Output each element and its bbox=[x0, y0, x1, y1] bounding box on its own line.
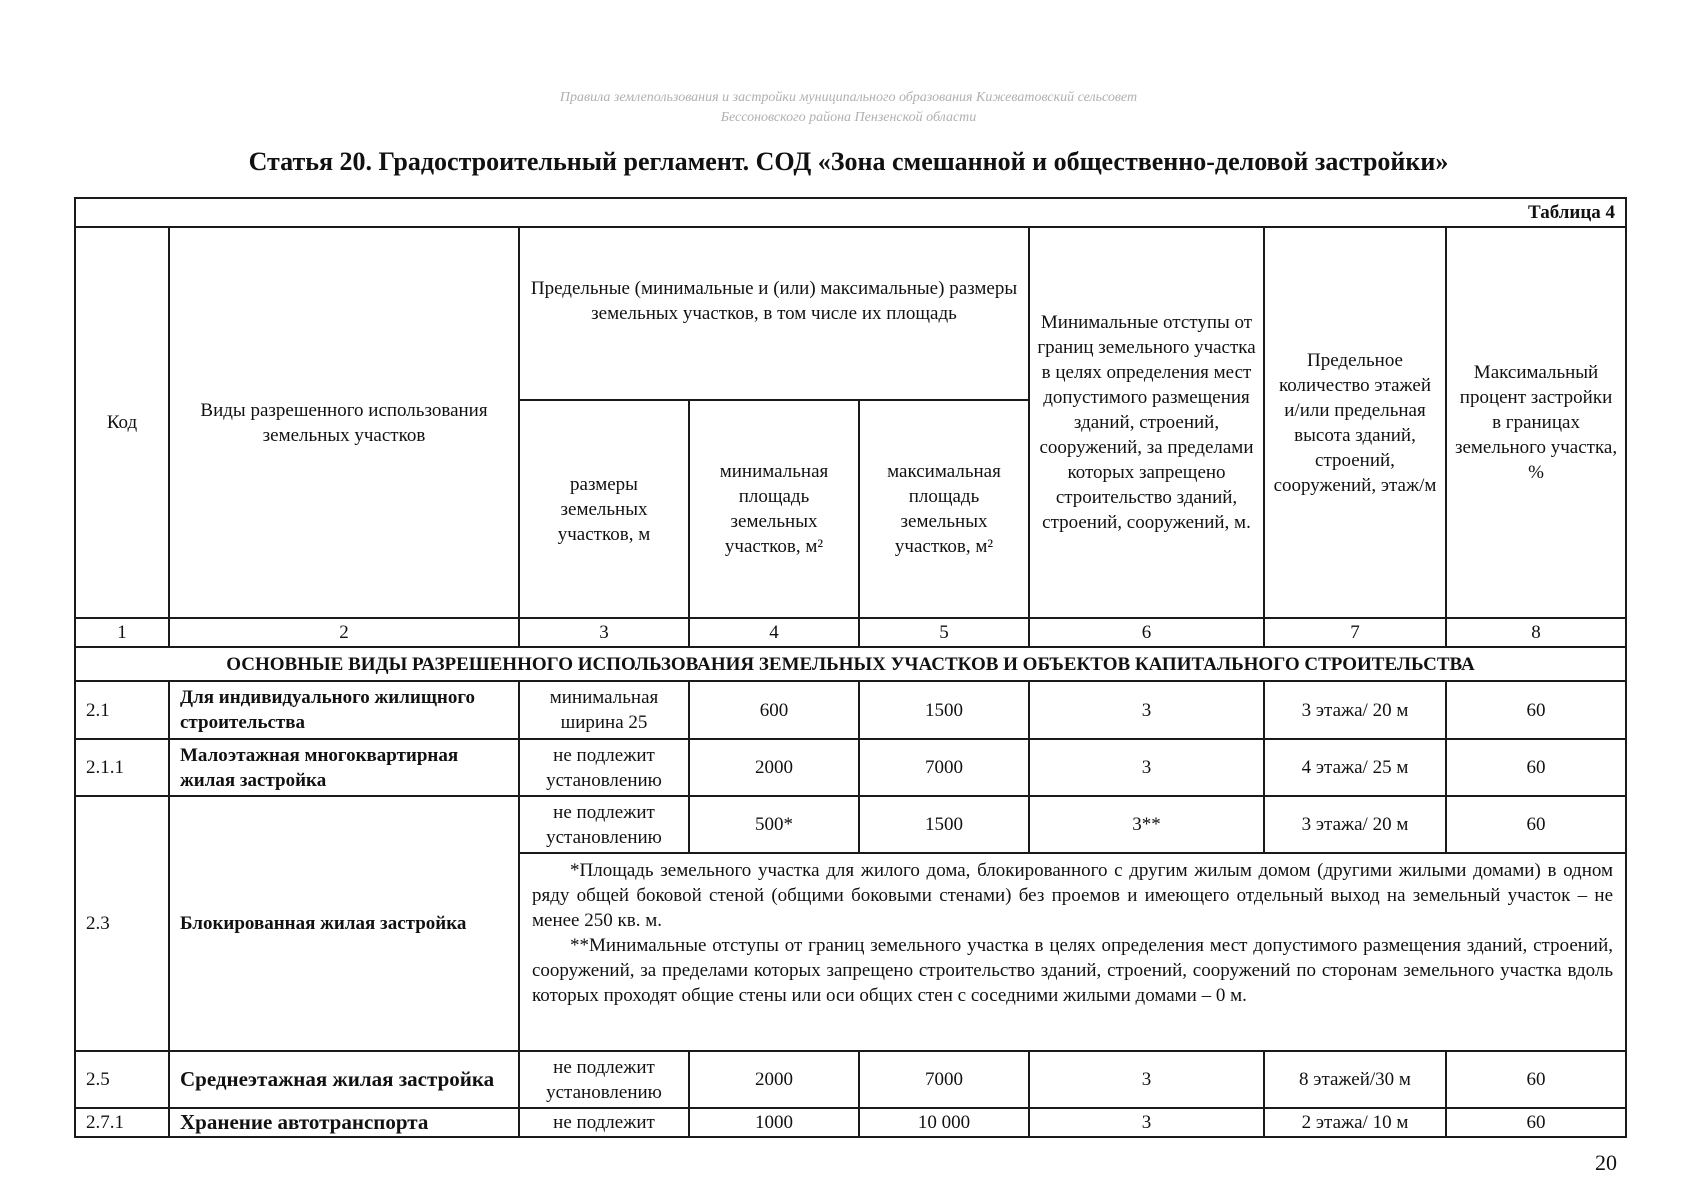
row-min-area: 2000 bbox=[689, 1051, 859, 1108]
row-max-area: 1500 bbox=[859, 681, 1029, 739]
row-floors: 3 этажа/ 20 м bbox=[1264, 796, 1446, 853]
row-coverage: 60 bbox=[1446, 1051, 1626, 1108]
running-header-line-2: Бессоновского района Пензенской области bbox=[720, 110, 977, 125]
row-size: не подлежит установлению bbox=[519, 739, 689, 796]
row-coverage: 60 bbox=[1446, 1108, 1626, 1137]
row-floors: 8 этажей/30 м bbox=[1264, 1051, 1446, 1108]
row-code: 2.1.1 bbox=[75, 739, 169, 796]
row-code: 2.7.1 bbox=[75, 1108, 169, 1137]
header-coverage: Максимальный процент застройки в границах земельного участка, % bbox=[1446, 227, 1626, 618]
row-code: 2.5 bbox=[75, 1051, 169, 1108]
row-setback: 3 bbox=[1029, 681, 1264, 739]
regulation-table bbox=[74, 197, 1627, 1138]
header-sizes: размеры земельных участков, м bbox=[519, 400, 689, 618]
header-limits-group: Предельные (минимальные и (или) максимальные) размеры земельных участков, в том числе их площадь bbox=[519, 227, 1029, 400]
row-min-area: 600 bbox=[689, 681, 859, 739]
section-title: ОСНОВНЫЕ ВИДЫ РАЗРЕШЕННОГО ИСПОЛЬЗОВАНИЯ ЗЕМЕЛЬНЫХ УЧАСТКОВ И ОБЪЕКТОВ КАПИТАЛЬНОГО СТРОИТЕЛЬСТВА bbox=[75, 647, 1626, 681]
column-number: 2 bbox=[169, 618, 519, 647]
table-row bbox=[75, 1051, 1626, 1108]
row-min-area: 1000 bbox=[689, 1108, 859, 1137]
column-number: 1 bbox=[75, 618, 169, 647]
row-max-area: 7000 bbox=[859, 739, 1029, 796]
row-name: Малоэтажная многоквартирная жилая застройка bbox=[169, 739, 519, 796]
row-size: не подлежит bbox=[519, 1108, 689, 1137]
table-row bbox=[75, 681, 1626, 739]
header-min-area: минимальная площадь земельных участков, м² bbox=[689, 400, 859, 618]
row-name: Для индивидуального жилищного строительства bbox=[169, 681, 519, 739]
header-setbacks: Минимальные отступы от границ земельного участка в целях определения мест допустимого размещения зданий, строений, сооружений, за пределами которых запрещено строительство зданий, строений, сооружений, м. bbox=[1029, 227, 1264, 618]
running-header bbox=[0, 88, 1697, 128]
column-number: 8 bbox=[1446, 618, 1626, 647]
row-max-area: 7000 bbox=[859, 1051, 1029, 1108]
row-size: не подлежит установлению bbox=[519, 796, 689, 853]
table-row bbox=[75, 796, 1626, 853]
row-max-area: 1500 bbox=[859, 796, 1029, 853]
row-notes bbox=[519, 853, 1626, 1051]
column-number: 4 bbox=[689, 618, 859, 647]
row-setback: 3** bbox=[1029, 796, 1264, 853]
header-floors: Предельное количество этажей и/или предельная высота зданий, строений, сооружений, этаж/м bbox=[1264, 227, 1446, 618]
header-max-area: максимальная площадь земельных участков, м² bbox=[859, 400, 1029, 618]
column-number: 5 bbox=[859, 618, 1029, 647]
table-row bbox=[75, 1108, 1626, 1137]
row-code: 2.1 bbox=[75, 681, 169, 739]
note-area: *Площадь земельного участка для жилого дома, блокированного с другим жилым домом (другими жилыми домами) в одном ряду общей боковой стеной (общими боковыми стенами) без проемов и имеющего отдельный выход на земельный участок – не менее 250 кв. м. bbox=[532, 860, 1614, 931]
row-coverage: 60 bbox=[1446, 681, 1626, 739]
row-name: Блокированная жилая застройка bbox=[169, 796, 519, 1051]
row-setback: 3 bbox=[1029, 1051, 1264, 1108]
row-floors: 4 этажа/ 25 м bbox=[1264, 739, 1446, 796]
row-setback: 3 bbox=[1029, 739, 1264, 796]
row-min-area: 2000 bbox=[689, 739, 859, 796]
row-name: Хранение автотранспорта bbox=[169, 1108, 519, 1137]
page-title: Статья 20. Градостроительный регламент. СОД «Зона смешанной и общественно-деловой застройки» bbox=[248, 147, 1449, 176]
row-floors: 2 этажа/ 10 м bbox=[1264, 1108, 1446, 1137]
row-size: не подлежит установлению bbox=[519, 1051, 689, 1108]
row-min-area: 500* bbox=[689, 796, 859, 853]
column-number: 3 bbox=[519, 618, 689, 647]
row-setback: 3 bbox=[1029, 1108, 1264, 1137]
header-kind: Виды разрешенного использования земельных участков bbox=[169, 227, 519, 618]
note-setback: **Минимальные отступы от границ земельного участка в целях определения мест допустимого размещения зданий, строений, сооружений, за пределами которых запрещено строительство зданий, строений, сооружений по сторонам земельного участка вдоль которых проходят общие стены или оси общих стен с соседними жилыми домами – 0 м. bbox=[532, 935, 1614, 1006]
column-number: 6 bbox=[1029, 618, 1264, 647]
table-caption: Таблица 4 bbox=[75, 198, 1626, 227]
row-floors: 3 этажа/ 20 м bbox=[1264, 681, 1446, 739]
row-code: 2.3 bbox=[75, 796, 169, 1051]
row-size: минимальная ширина 25 bbox=[519, 681, 689, 739]
column-number: 7 bbox=[1264, 618, 1446, 647]
row-name: Среднеэтажная жилая застройка bbox=[169, 1051, 519, 1108]
table-row bbox=[75, 739, 1626, 796]
row-coverage: 60 bbox=[1446, 796, 1626, 853]
header-code: Код bbox=[75, 227, 169, 618]
row-max-area: 10 000 bbox=[859, 1108, 1029, 1137]
running-header-line-1: Правила землепользования и застройки муниципального образования Кижеватовский сельсовет bbox=[559, 90, 1138, 105]
page-number: 20 bbox=[1595, 1150, 1617, 1175]
row-coverage: 60 bbox=[1446, 739, 1626, 796]
